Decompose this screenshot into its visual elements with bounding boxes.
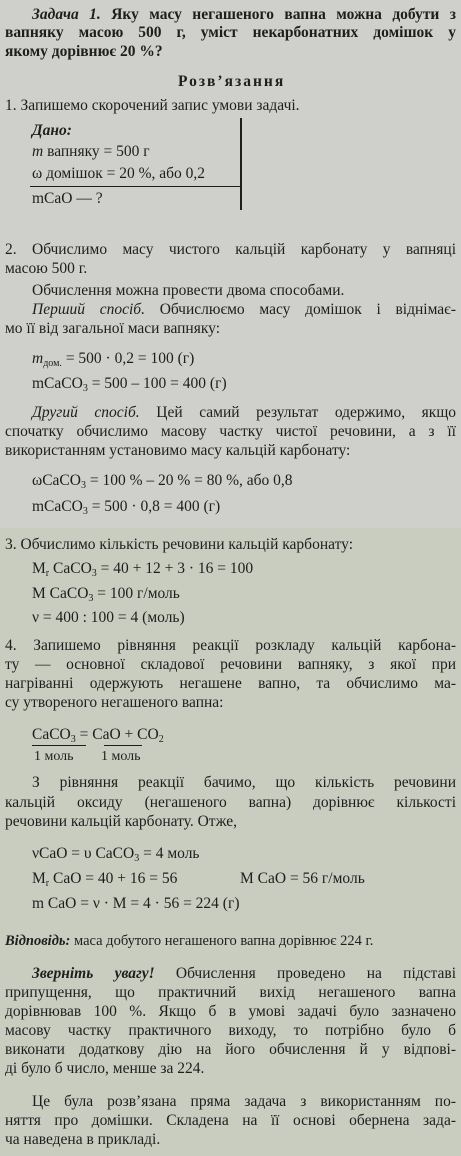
eq-molar-mass-rel: $M_r$ CaCO$_3$ = 40 + 12 + 3 · 16 = 100 <box>32 560 254 579</box>
note-line-4: масову частку практичного виходу, то потрібно було б <box>5 1022 456 1039</box>
given-label: Дано: <box>32 122 72 139</box>
note-line-5: виконати додаткову дію на його обчислення й у відпові- <box>5 1041 456 1058</box>
note-line-6: ді було б число, менше за 224. <box>5 1060 205 1077</box>
way2-line-3: використанням установимо масу кальцій карбонату: <box>5 442 351 459</box>
final-line-2: няття про домішки. Складена на її основі обернена зада- <box>5 1112 456 1129</box>
way1-line-1: Перший спосіб. Обчислюємо масу домішок і віднімає- <box>32 301 457 318</box>
reaction-underline-1 <box>32 745 86 746</box>
note-label: Зверніть увагу! <box>32 965 155 982</box>
eq-mass-fraction: ωCaCO$_3$ = 100 % – 20 % = 80 %, або 0,8 <box>32 472 293 491</box>
answer-line: Відповідь: маса добутого негашеного вапна дорівнює 224 г. <box>5 933 374 949</box>
task-line-1: Задача 1. Яку масу негашеного вапна можна добути з <box>32 6 456 23</box>
note-line-2: припущення, що практичний вихід негашеного вапна <box>5 984 456 1001</box>
step2-line-3: Обчислення можна провести двома способами. <box>32 282 345 299</box>
reaction-mol-1: 1 моль <box>34 749 74 764</box>
step4-line-1: 4. Запишемо рівняння реакції розкладу кальцій карбона- <box>5 637 456 654</box>
eq-mass-cao: m CaO = ν · M = 4 · 56 = 224 (г) <box>32 895 240 912</box>
step4-line-2: ту — основної складової речовини вапняку, з якої при <box>5 656 456 673</box>
way2-label: Другий спосіб. <box>32 404 140 421</box>
way1-line-2: мо її від загальної маси вапняку: <box>5 320 221 337</box>
note-line-3: дорівнював 100 %. Якщо б в умові задачі було зазначено <box>5 1003 456 1020</box>
answer-label: Відповідь: <box>5 933 71 949</box>
given-find: mCaO — ? <box>32 190 103 207</box>
eq-carbonate-mass-2: mCaCO$_3$ = 500 · 0,8 = 400 (г) <box>32 498 221 517</box>
reaction-mol-2: 1 моль <box>101 749 141 764</box>
note-line-1: Зверніть увагу! Обчислення проведено на підставі <box>32 965 457 982</box>
eq-molar-mass-cao: M CaO = 56 г/моль <box>240 870 365 887</box>
step4-line-3: нагріванні одержують негашене вапно, та обчислимо ма- <box>5 675 456 692</box>
final-line-3: ча наведена в прикладі. <box>5 1131 161 1148</box>
task-label: Задача 1. <box>32 6 101 23</box>
final-line-1: Це була розв’язана пряма задача з використанням по- <box>32 1093 456 1110</box>
eq-carbonate-mass-1: mCaCO$_3$ = 500 – 100 = 400 (г) <box>32 375 227 394</box>
given-omega: ω домішок = 20 %, або 0,2 <box>32 165 206 182</box>
step4-text-1: З рівняння реакції бачимо, що кількість речовини <box>32 774 456 791</box>
step4-text-2: кальцій оксиду (негашеного вапна) дорівнює кількості <box>5 794 456 811</box>
step4-line-4: су утвореного негашеного вапна: <box>5 694 224 711</box>
task-line-2: вапняку масою 500 г, уміст некарбонатних домішок у <box>5 24 456 41</box>
way2-line-2: спочатку обчислимо масову частку чистої речовини, а з її <box>5 423 456 440</box>
way1-label: Перший спосіб. <box>32 301 145 318</box>
eq-molar-mass-cao-rel: $M_r$ CaO = 40 + 16 = 56 <box>32 870 178 889</box>
step1-text: 1. Запишемо скорочений запис умови задачі. <box>5 97 300 114</box>
given-horizontal-rule <box>30 186 241 187</box>
step2-line-2: масою 500 г. <box>5 260 88 277</box>
given-mass: m вапняку = 500 г <box>32 143 150 160</box>
step4-text-3: речовини кальцій карбонату. Отже, <box>5 813 238 830</box>
eq-impurity-mass: $m_{дом.} = 500 \cdot 0,2 = 100$ (г) <box>32 350 195 369</box>
given-vertical-rule <box>240 118 242 210</box>
eq-amount: ν = 400 : 100 = 4 (моль) <box>32 609 185 626</box>
reaction-equation: CaCO$_3$ = CaO + $CO_2$ <box>32 726 164 745</box>
way2-line-1: Другий спосіб. Цей самий результат одержимо, якщо <box>32 404 457 421</box>
solution-heading: Розв’язання <box>178 73 286 90</box>
task-line-3: якому дорівнює 20 %? <box>5 43 163 60</box>
step3-title: 3. Обчислимо кількість речовини кальцій карбонату: <box>5 536 354 553</box>
reaction-underline-2 <box>104 745 142 746</box>
step2-line-1: 2. Обчислимо масу чистого кальцій карбонату у вапняці <box>5 241 456 258</box>
eq-amount-cao: νCaO = υ CaCO$_3$ = 4 моль <box>32 845 200 864</box>
eq-molar-mass: M CaCO$_3$ = 100 г/моль <box>32 585 180 604</box>
